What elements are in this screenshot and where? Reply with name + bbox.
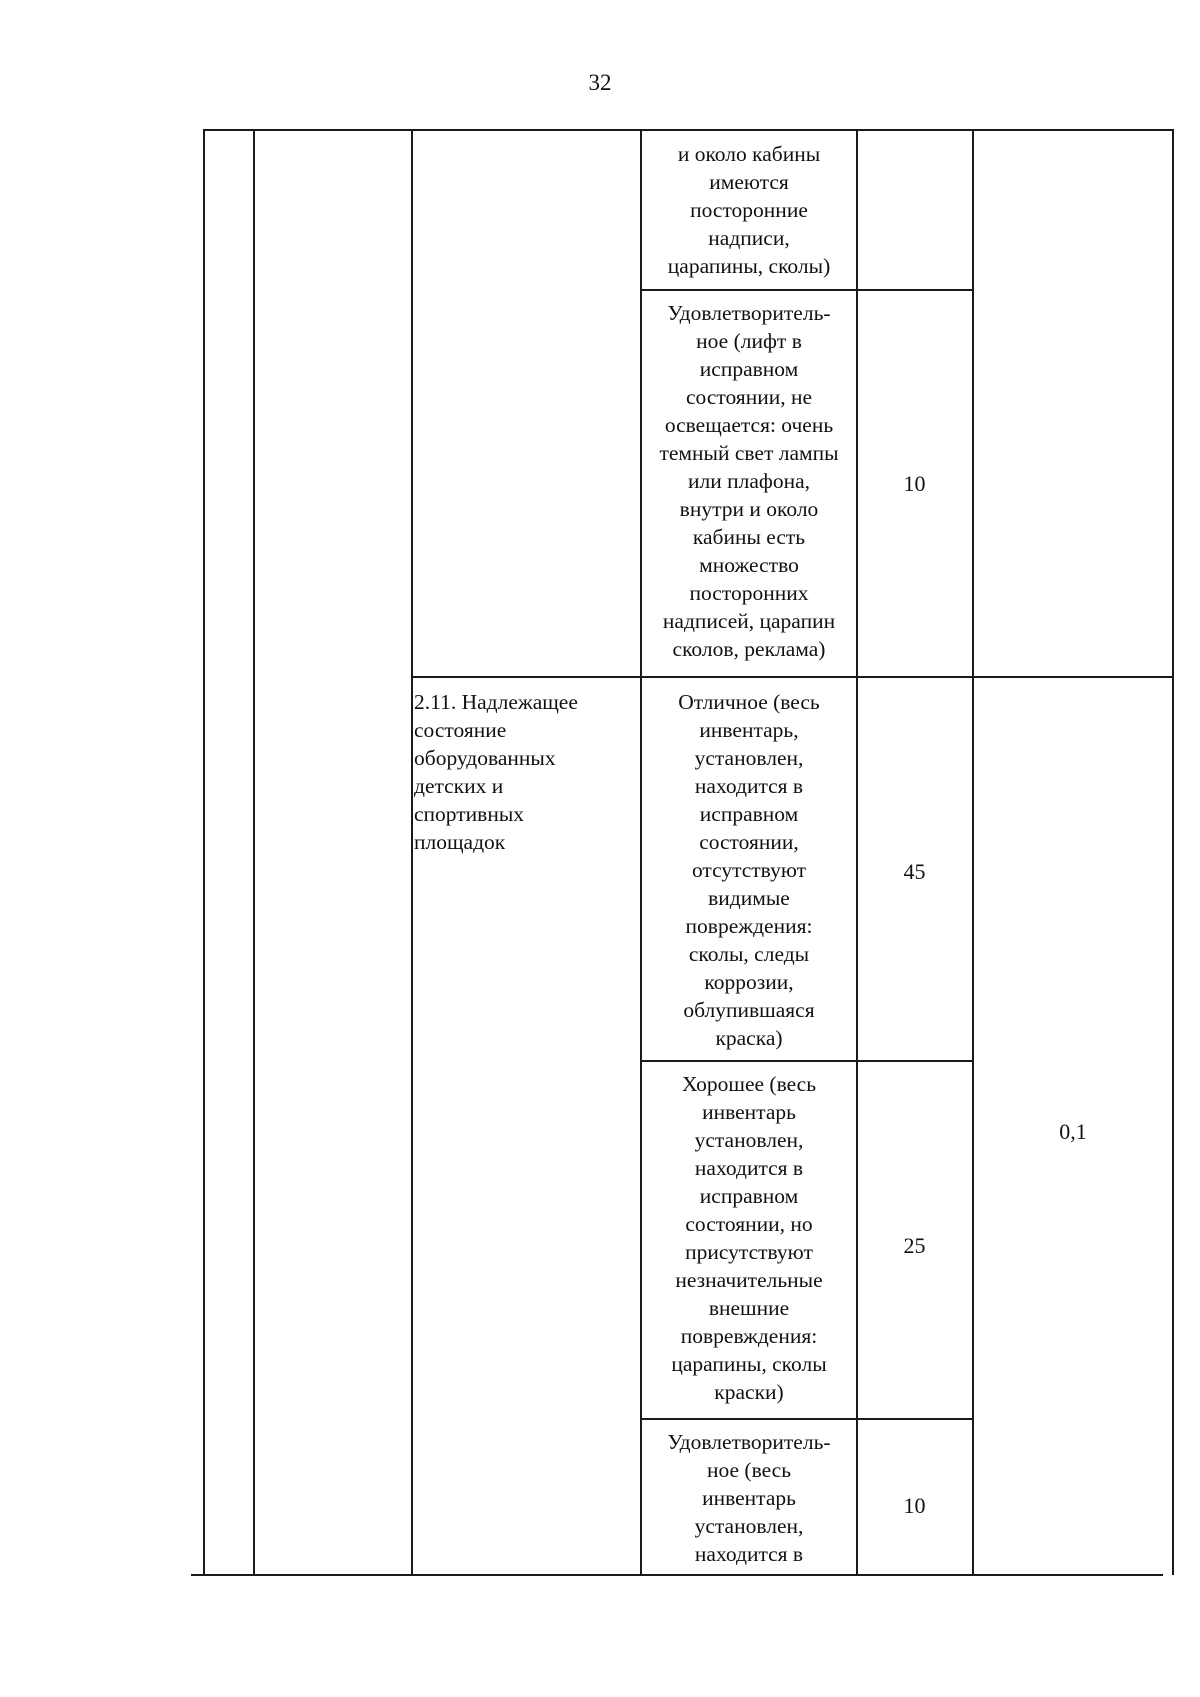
criterion-2-11-excellent: Отличное (весь инвентарь, установлен, находится в исправном состоянии, отсутствуют видимые повреждения: сколы, следы коррозии, облупившаяся краска): [678, 690, 820, 1050]
table-right-border: [1172, 129, 1174, 1575]
weight-2-11: 0,1: [1059, 1119, 1087, 1144]
score-2-11-excellent: 45: [903, 859, 926, 884]
score-2-11-satisfactory: 10: [903, 1493, 926, 1518]
table-left-border: [203, 129, 205, 1575]
column-divider-4: [856, 129, 858, 1575]
criterion-lift-satisfactory: Удовлетворитель- ное (лифт в исправном состоянии, не освещается: очень темный свет лампы или плафона, внутри и около кабины есть множество посторонних надписей, царапин сколов, реклама): [659, 301, 839, 661]
table-top-border: [203, 129, 1174, 131]
indicator-2-11: 2.11. Надлежащее состояние оборудованных детских и спортивных площадок: [414, 690, 578, 854]
column-divider-1: [253, 129, 255, 1575]
row-divider-section: [411, 676, 1173, 678]
score-2-11-good: 25: [903, 1233, 926, 1258]
column-divider-5: [972, 129, 974, 1575]
table-bottom-border: [191, 1574, 1163, 1576]
criterion-2-11-good: Хорошее (весь инвентарь установлен, находится в исправном состоянии, но присутствуют незначительные внешние повревждения: царапины, сколы краски): [671, 1072, 827, 1404]
row-divider-2-11-a: [640, 1060, 973, 1062]
criterion-2-11-satisfactory: Удовлетворитель- ное (весь инвентарь установлен, находится в: [667, 1430, 831, 1566]
page-number: 32: [588, 70, 612, 95]
row-divider-lift-1: [640, 289, 973, 291]
score-lift-satisfactory: 10: [903, 471, 926, 496]
column-divider-2: [411, 129, 413, 1575]
row-divider-2-11-b: [640, 1418, 973, 1420]
criterion-lift-continued: и около кабины имеются посторонние надписи, царапины, сколы): [667, 142, 831, 278]
